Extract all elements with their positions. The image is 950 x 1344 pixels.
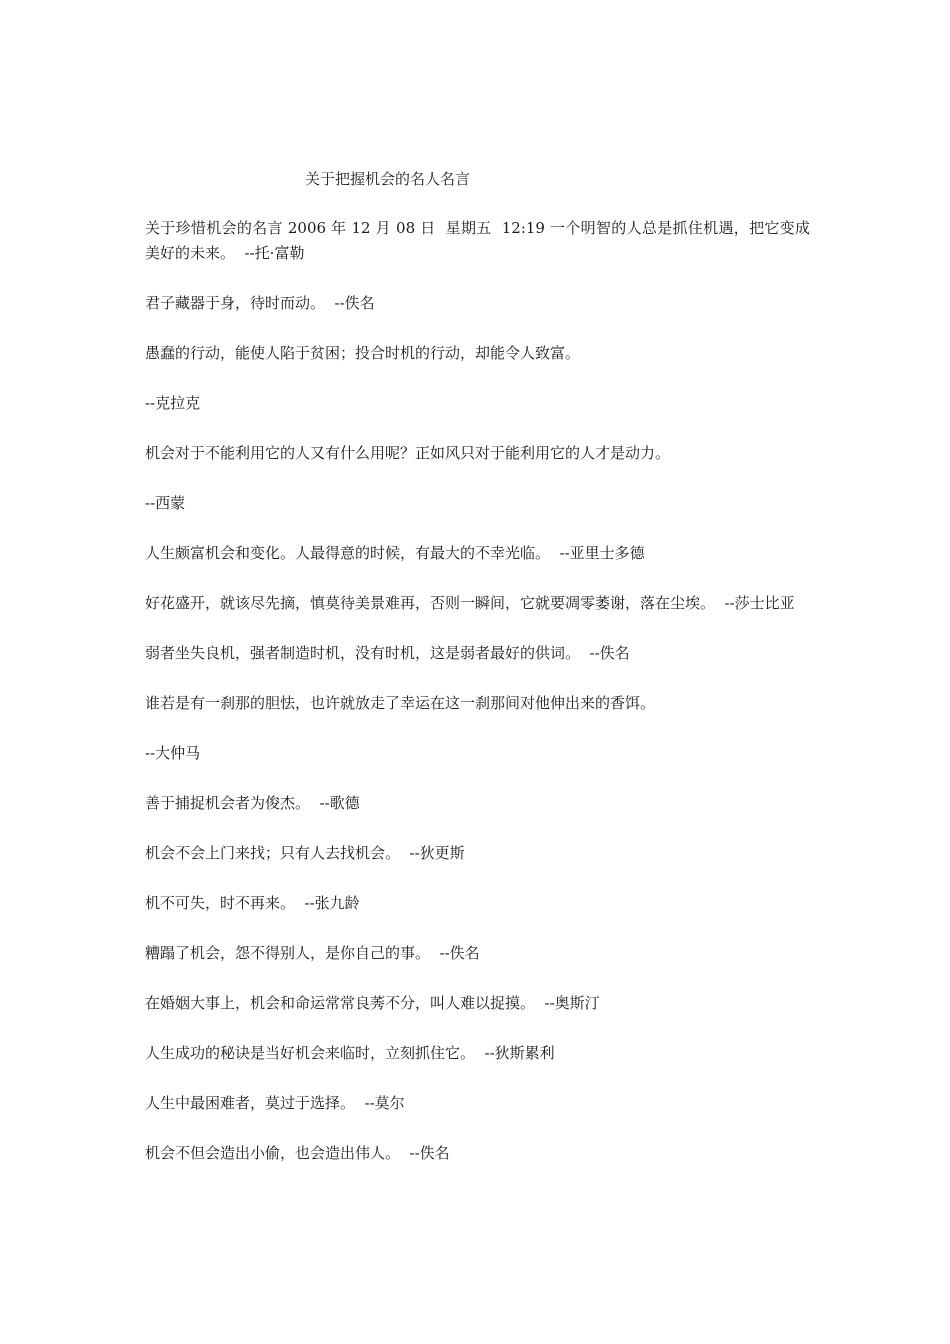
document-title: 关于把握机会的名人名言 [305, 170, 471, 188]
quote-paragraph: 弱者坐失良机，强者制造时机，没有时机，这是弱者最好的供词。 --佚名 [145, 644, 630, 662]
quote-paragraph: 愚蠢的行动，能使人陷于贫困；投合时机的行动，却能令人致富。 [145, 344, 581, 362]
quote-paragraph: 关于珍惜机会的名言 2006 年 12 月 08 日 星期五 12:19 一个明智的人总是抓住机遇，把它变成美好的未来。 --托·富勒 [145, 219, 810, 262]
quote-paragraph: 在婚姻大事上，机会和命运常常良莠不分，叫人难以捉摸。 --奥斯汀 [145, 994, 600, 1012]
quote-paragraph: 人生中最困难者，莫过于选择。 --莫尔 [145, 1094, 405, 1112]
quote-paragraph: 机不可失，时不再来。 --张九龄 [145, 894, 360, 912]
quote-attribution: --大仲马 [145, 744, 201, 762]
quote-attribution: --克拉克 [145, 394, 201, 412]
quote-paragraph: 好花盛开，就该尽先摘，慎莫待美景难再，否则一瞬间，它就要凋零萎谢，落在尘埃。 --莎士比亚 [145, 594, 795, 612]
quote-paragraph: 糟蹋了机会，怨不得别人，是你自己的事。 --佚名 [145, 944, 480, 962]
quote-paragraph: 君子藏器于身，待时而动。 --佚名 [145, 294, 375, 312]
quote-paragraph: 谁若是有一刹那的胆怯，也许就放走了幸运在这一刹那间对他伸出来的香饵。 [145, 694, 656, 712]
quote-paragraph: 善于捕捉机会者为俊杰。 --歌德 [145, 794, 360, 812]
quote-paragraph: 机会不会上门来找；只有人去找机会。 --狄更斯 [145, 844, 465, 862]
document-body [145, 216, 810, 1191]
quote-paragraph: 机会对于不能利用它的人又有什么用呢？正如风只对于能利用它的人才是动力。 [145, 444, 671, 462]
quote-paragraph: 人生成功的秘诀是当好机会来临时，立刻抓住它。 --狄斯累利 [145, 1044, 555, 1062]
quote-paragraph: 人生颇富机会和变化。人最得意的时候，有最大的不幸光临。 --亚里士多德 [145, 544, 645, 562]
quote-attribution: --西蒙 [145, 494, 186, 512]
quote-paragraph: 机会不但会造出小偷，也会造出伟人。 --佚名 [145, 1144, 450, 1162]
